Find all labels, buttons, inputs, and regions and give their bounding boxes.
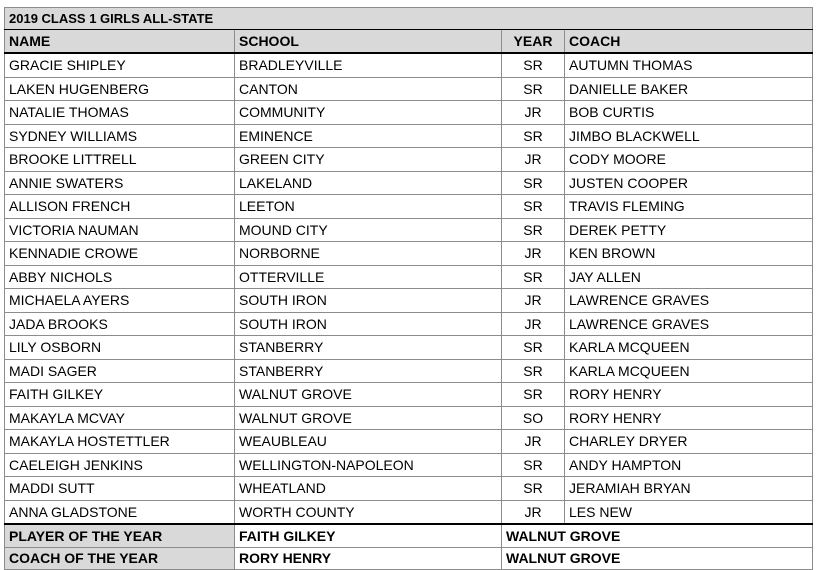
cell-school: OTTERVILLE xyxy=(235,265,502,289)
cell-year: JR xyxy=(502,289,565,313)
cell-coach: LES NEW xyxy=(565,500,813,524)
cell-coach: JIMBO BLACKWELL xyxy=(565,124,813,148)
header-year: YEAR xyxy=(502,30,565,54)
cell-school: STANBERRY xyxy=(235,336,502,360)
cell-coach: CHARLEY DRYER xyxy=(565,430,813,454)
cell-school: LAKELAND xyxy=(235,171,502,195)
table-row xyxy=(5,77,813,101)
cell-name: ALLISON FRENCH xyxy=(5,195,235,219)
cell-coach: JAY ALLEN xyxy=(565,265,813,289)
cell-year: SR xyxy=(502,477,565,501)
cell-year: SR xyxy=(502,53,565,77)
cell-coach: KEN BROWN xyxy=(565,242,813,266)
table-row xyxy=(5,312,813,336)
table-row xyxy=(5,148,813,172)
cell-coach: BOB CURTIS xyxy=(565,101,813,125)
table-row xyxy=(5,124,813,148)
cell-coach: DEREK PETTY xyxy=(565,218,813,242)
cell-name: MADDI SUTT xyxy=(5,477,235,501)
cell-name: VICTORIA NAUMAN xyxy=(5,218,235,242)
table-row xyxy=(5,406,813,430)
table-row xyxy=(5,53,813,77)
cell-coach: KARLA MCQUEEN xyxy=(565,359,813,383)
cell-name: CAELEIGH JENKINS xyxy=(5,453,235,477)
award-person: RORY HENRY xyxy=(235,547,502,570)
table-row xyxy=(5,289,813,313)
cell-school: GREEN CITY xyxy=(235,148,502,172)
table-row xyxy=(5,453,813,477)
cell-name: MICHAELA AYERS xyxy=(5,289,235,313)
award-label: PLAYER OF THE YEAR xyxy=(5,524,235,547)
award-school: WALNUT GROVE xyxy=(502,524,813,547)
cell-school: MOUND CITY xyxy=(235,218,502,242)
cell-year: SR xyxy=(502,453,565,477)
table-row xyxy=(5,195,813,219)
table-body xyxy=(5,8,813,570)
cell-coach: TRAVIS FLEMING xyxy=(565,195,813,219)
cell-name: MAKAYLA HOSTETTLER xyxy=(5,430,235,454)
cell-year: JR xyxy=(502,312,565,336)
cell-year: JR xyxy=(502,242,565,266)
cell-school: COMMUNITY xyxy=(235,101,502,125)
cell-year: JR xyxy=(502,101,565,125)
cell-name: ANNA GLADSTONE xyxy=(5,500,235,524)
cell-name: MADI SAGER xyxy=(5,359,235,383)
cell-name: KENNADIE CROWE xyxy=(5,242,235,266)
cell-coach: LAWRENCE GRAVES xyxy=(565,312,813,336)
award-row xyxy=(5,524,813,547)
cell-name: NATALIE THOMAS xyxy=(5,101,235,125)
cell-year: SR xyxy=(502,77,565,101)
cell-coach: AUTUMN THOMAS xyxy=(565,53,813,77)
cell-school: WELLINGTON-NAPOLEON xyxy=(235,453,502,477)
cell-name: ABBY NICHOLS xyxy=(5,265,235,289)
table-row xyxy=(5,477,813,501)
cell-name: LILY OSBORN xyxy=(5,336,235,360)
cell-school: WEAUBLEAU xyxy=(235,430,502,454)
cell-coach: RORY HENRY xyxy=(565,406,813,430)
cell-year: JR xyxy=(502,430,565,454)
cell-year: SR xyxy=(502,171,565,195)
cell-coach: JUSTEN COOPER xyxy=(565,171,813,195)
cell-year: JR xyxy=(502,148,565,172)
award-person: FAITH GILKEY xyxy=(235,524,502,547)
header-school: SCHOOL xyxy=(235,30,502,54)
all-state-table xyxy=(4,7,813,570)
cell-coach: JERAMIAH BRYAN xyxy=(565,477,813,501)
cell-coach: KARLA MCQUEEN xyxy=(565,336,813,360)
cell-year: SR xyxy=(502,265,565,289)
cell-school: WORTH COUNTY xyxy=(235,500,502,524)
table-title: 2019 CLASS 1 GIRLS ALL-STATE xyxy=(5,8,813,30)
cell-year: SR xyxy=(502,383,565,407)
cell-name: FAITH GILKEY xyxy=(5,383,235,407)
table-row xyxy=(5,430,813,454)
cell-school: NORBORNE xyxy=(235,242,502,266)
cell-coach: RORY HENRY xyxy=(565,383,813,407)
all-state-sheet xyxy=(4,7,812,570)
cell-school: BRADLEYVILLE xyxy=(235,53,502,77)
cell-school: LEETON xyxy=(235,195,502,219)
header-coach: COACH xyxy=(565,30,813,54)
cell-year: SR xyxy=(502,195,565,219)
cell-year: JR xyxy=(502,500,565,524)
cell-name: LAKEN HUGENBERG xyxy=(5,77,235,101)
cell-school: SOUTH IRON xyxy=(235,289,502,313)
cell-name: MAKAYLA MCVAY xyxy=(5,406,235,430)
table-row xyxy=(5,500,813,524)
table-row xyxy=(5,242,813,266)
cell-school: WALNUT GROVE xyxy=(235,406,502,430)
title-row xyxy=(5,8,813,30)
cell-coach: LAWRENCE GRAVES xyxy=(565,289,813,313)
cell-coach: CODY MOORE xyxy=(565,148,813,172)
cell-school: WALNUT GROVE xyxy=(235,383,502,407)
table-row xyxy=(5,171,813,195)
header-row xyxy=(5,30,813,54)
cell-school: SOUTH IRON xyxy=(235,312,502,336)
cell-coach: DANIELLE BAKER xyxy=(565,77,813,101)
cell-school: EMINENCE xyxy=(235,124,502,148)
cell-school: CANTON xyxy=(235,77,502,101)
cell-name: GRACIE SHIPLEY xyxy=(5,53,235,77)
award-label: COACH OF THE YEAR xyxy=(5,547,235,570)
table-row xyxy=(5,218,813,242)
table-row xyxy=(5,265,813,289)
cell-name: ANNIE SWATERS xyxy=(5,171,235,195)
cell-name: SYDNEY WILLIAMS xyxy=(5,124,235,148)
table-row xyxy=(5,336,813,360)
cell-coach: ANDY HAMPTON xyxy=(565,453,813,477)
award-school: WALNUT GROVE xyxy=(502,547,813,570)
cell-school: WHEATLAND xyxy=(235,477,502,501)
cell-year: SR xyxy=(502,124,565,148)
award-row xyxy=(5,547,813,570)
header-name: NAME xyxy=(5,30,235,54)
cell-name: BROOKE LITTRELL xyxy=(5,148,235,172)
cell-name: JADA BROOKS xyxy=(5,312,235,336)
cell-year: SR xyxy=(502,218,565,242)
cell-year: SR xyxy=(502,359,565,383)
cell-school: STANBERRY xyxy=(235,359,502,383)
table-row xyxy=(5,383,813,407)
cell-year: SO xyxy=(502,406,565,430)
table-row xyxy=(5,101,813,125)
cell-year: SR xyxy=(502,336,565,360)
table-row xyxy=(5,359,813,383)
